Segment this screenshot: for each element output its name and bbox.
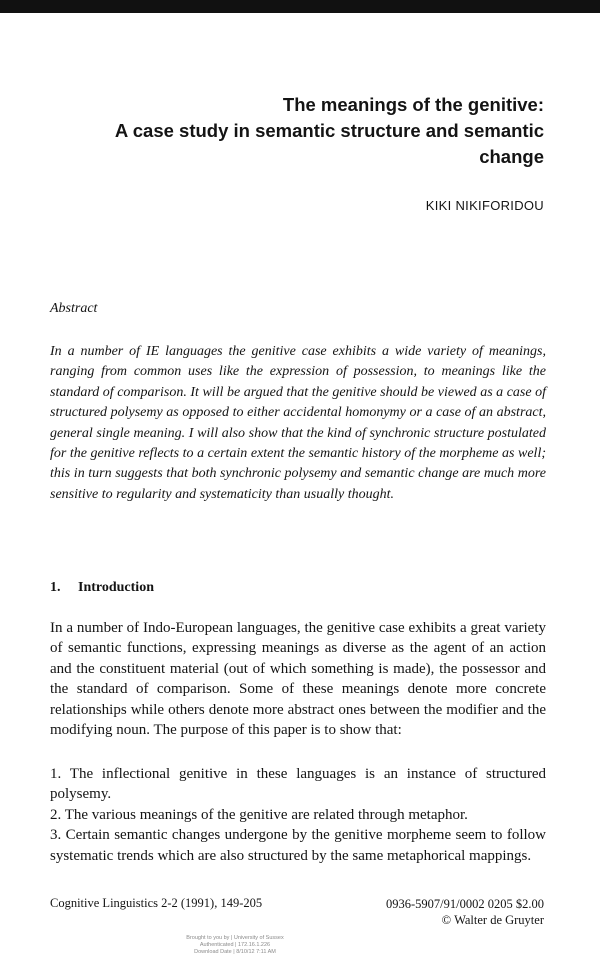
issn-price: 0936-5907/91/0002 0205 $2.00 [386, 897, 544, 911]
paper-title [24, 92, 544, 170]
list-item: 2. The various meanings of the genitive are related through metaphor. [50, 806, 468, 823]
publisher: © Walter de Gruyter [441, 913, 544, 927]
top-border-bar [0, 0, 600, 13]
list-item: 1. The inflectional genitive in these languages is an instance of structured polysemy. [50, 766, 546, 803]
abstract-text: In a number of IE languages the genitive case exhibits a wide variety of meanings, ranging from common uses like the expression of possession, to meanings like the standard of comparison. It will be argued that the genitive should be viewed as a case of structured polysemy as opposed to either accidental homonymy or a case of an abstract, general single meaning. I will also show that the kind of synchronic structure postulated for the genitive reflects to a certain extent the semantic history of the morpheme as well; this in turn suggests that both synchronic polysemy and semantic change are much more sensitive to regularity and systematicity than usually thought. [50, 344, 546, 502]
watermark-line: Download Date | 8/10/12 7:11 AM [194, 949, 276, 955]
title-line: change [479, 146, 544, 167]
author-name: KIKI NIKIFORIDOU [425, 198, 544, 213]
title-line: The meanings of the genitive: [282, 94, 544, 115]
download-watermark [150, 935, 320, 956]
watermark-line: Authenticated | 172.16.1.226 [199, 942, 271, 948]
claims-list [50, 764, 546, 866]
list-item: 3. Certain semantic changes undergone by the genitive morpheme seem to follow systematic trends which are also structured by the same metaphorical mappings. [50, 827, 546, 864]
intro-paragraph: In a number of Indo-European languages, the genitive case exhibits a great variety of semantic functions, expressing meanings as diverse as the agent of an action and the constituent material (out of which something is made), the possessor and the standard of comparison. Some of these meanings denote more concrete relationships while others denote more abstract ones between the modifier and the modifying noun. The purpose of this paper is to show that: [50, 620, 546, 739]
publication-info [386, 896, 544, 928]
watermark-line: Brought to you by | University of Sussex [186, 935, 284, 941]
section-title: Introduction [78, 580, 154, 595]
section-number: 1. [50, 580, 61, 595]
abstract-heading: Abstract [50, 301, 98, 316]
title-line: A case study in semantic structure and semantic [114, 120, 544, 141]
section-heading [50, 580, 154, 596]
journal-citation: Cognitive Linguistics 2-2 (1991), 149-205 [50, 896, 263, 910]
